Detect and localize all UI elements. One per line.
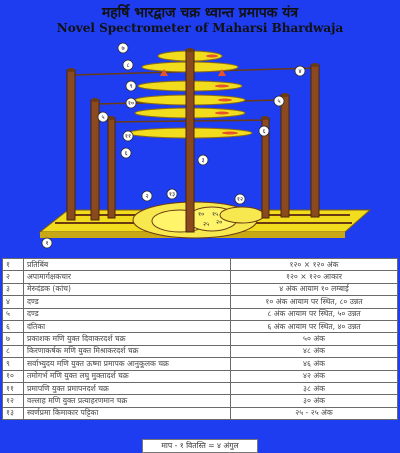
- callout-label: ९: [129, 83, 133, 90]
- dial-label: १५: [212, 211, 219, 218]
- spec-name: दण्ड: [24, 296, 231, 308]
- pole-central: [186, 50, 194, 232]
- marker: [206, 55, 218, 58]
- page-title-hindi: महर्षि भारद्वाज चक्र ध्वान्त प्रमापक यंत्र: [101, 5, 299, 21]
- dial-label: २५: [203, 221, 210, 228]
- spec-value: ३८ अंक: [231, 382, 398, 394]
- spec-value: ४८ अंक: [231, 345, 398, 357]
- pole: [281, 95, 289, 217]
- spec-name: सर्वाभ्युदय मणि युक्त ऊष्मा प्रमापक आनुकूलक चक्र: [24, 358, 231, 370]
- pole: [311, 65, 319, 217]
- callout-label: २: [145, 193, 149, 200]
- spec-value: १० अंक आयाम पर स्थित, ८० उन्नत: [231, 296, 398, 308]
- pole: [67, 70, 75, 220]
- spec-value: ४२ अंक: [231, 370, 398, 382]
- spec-name: दंतिका: [24, 320, 231, 332]
- spec-number: ७: [3, 333, 24, 345]
- spec-number: ८: [3, 345, 24, 357]
- callout-label: ४: [298, 68, 302, 75]
- spec-value: ४६ अंक: [231, 358, 398, 370]
- table-row: [3, 320, 398, 332]
- table-row: [3, 395, 398, 407]
- callout-label: ७: [121, 45, 125, 52]
- marker: [215, 112, 229, 115]
- spec-number: ५: [3, 308, 24, 320]
- marker: [222, 132, 238, 135]
- spec-name: प्रकाशक मणि युक्त दिवाकरदर्श चक्र: [24, 333, 231, 345]
- dial-label: १०: [198, 211, 205, 218]
- table-row: [3, 358, 398, 370]
- spec-number: १२: [3, 395, 24, 407]
- spec-number: १३: [3, 407, 24, 419]
- spec-name: प्रतिबिंब: [24, 259, 231, 271]
- page-title-english: Novel Spectrometer of Maharsi Bhardwaja: [56, 21, 344, 35]
- callout-label: १: [45, 240, 49, 247]
- spec-name: अपामार्गक्षकचार: [24, 271, 231, 283]
- marker: [218, 99, 232, 102]
- callout-label: १३: [168, 191, 176, 198]
- callout-label: ६: [124, 150, 128, 157]
- table-row: [3, 283, 398, 295]
- callout-label: ५: [277, 98, 281, 105]
- callout-label: १०: [127, 100, 135, 107]
- poles: [67, 50, 319, 232]
- callout-label: ३: [201, 157, 205, 164]
- callout-label: १२: [236, 196, 244, 203]
- pole: [108, 118, 115, 218]
- marker: [215, 85, 229, 88]
- spec-value: ८ अंक आयाम पर स्थित, ५० उन्नत: [231, 308, 398, 320]
- callout-label: ११: [124, 133, 132, 140]
- spec-value: २५ - २५ अंक: [231, 407, 398, 419]
- spec-name: किरणाकर्षक मणि युक्त मिश्राकरदर्श चक्र: [24, 345, 231, 357]
- table-row: [3, 407, 398, 419]
- spec-number: ३: [3, 283, 24, 295]
- spec-name: तमोगर्भ मणि युक्त लघु मुक्तादर्श चक्र: [24, 370, 231, 382]
- spec-name: प्रमापणि युक्त प्रमापनदर्श चक्र: [24, 382, 231, 394]
- table-row: [3, 345, 398, 357]
- dial-label: २०: [216, 219, 223, 226]
- measurement-note-text: माप - १ वितस्ति = ४ अंगुल: [142, 439, 257, 453]
- callout-label: ५: [101, 114, 105, 121]
- table-row: [3, 333, 398, 345]
- table-row: [3, 308, 398, 320]
- spec-number: १०: [3, 370, 24, 382]
- spec-name: वल्लाह मणि युक्त प्रत्याहरणमान चक्र: [24, 395, 231, 407]
- callout-label: ६: [262, 128, 266, 135]
- spec-value: ४ अंक आयाम १० लम्बाई: [231, 283, 398, 295]
- table-row: [3, 259, 398, 271]
- table-row: [3, 382, 398, 394]
- measurement-note: [0, 433, 400, 453]
- table-row: [3, 271, 398, 283]
- spec-number: ९: [3, 358, 24, 370]
- spec-value: ६ अंक आयाम पर स्थित, ४० उन्नत: [231, 320, 398, 332]
- spec-name: स्वर्णप्रमा किमाकार पट्टिका: [24, 407, 231, 419]
- spec-number: २: [3, 271, 24, 283]
- table-row: [3, 370, 398, 382]
- spec-number: ११: [3, 382, 24, 394]
- spec-value: १२० × १२० आकार: [231, 271, 398, 283]
- spec-number: ६: [3, 320, 24, 332]
- spec-number: ४: [3, 296, 24, 308]
- spec-value: १२० × १२० अंक: [231, 259, 398, 271]
- spec-name: दण्ड: [24, 308, 231, 320]
- callout-label: ८: [126, 62, 130, 69]
- spec-number: १: [3, 259, 24, 271]
- right-dial: [220, 207, 264, 223]
- specification-table: [2, 258, 398, 420]
- table-row: [3, 296, 398, 308]
- spec-name: मेरुदंडक (कांच): [24, 283, 231, 295]
- spec-value: ३० अंक: [231, 395, 398, 407]
- spec-value: ५० अंक: [231, 333, 398, 345]
